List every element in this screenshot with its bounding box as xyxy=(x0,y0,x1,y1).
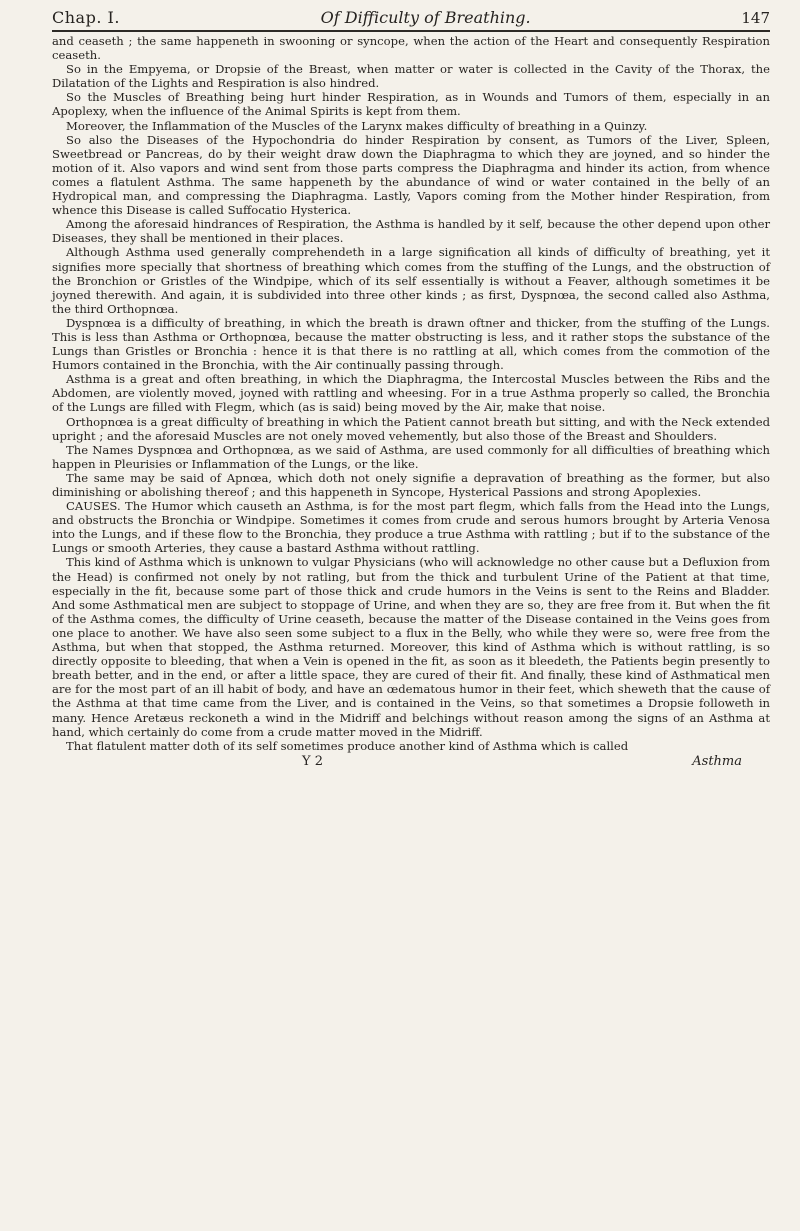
paragraph: and ceaseth ; the same happeneth in swooning or syncope, when the action of the Heart and consequently Respiration ceaseth. xyxy=(52,34,770,63)
paragraph: Among the aforesaid hindrances of Respiration, the Asthma is handled by it self, because the other depend upon other Diseases, they shall be mentioned in their places. xyxy=(52,217,770,246)
paragraph: So also the Diseases of the Hypochondria do hinder Respiration by consent, as Tumors of the Liver, Spleen, Sweetbread or Pancreas, do by their weight draw down the Diaphragma to which they are joyned, and so hinder the motion of it. Also vapors and wind sent from those parts compress the Diaphragma and hinder its action, from whence comes a flatulent Asthma. The same happeneth by the abundance of wind or water contained in the belly of an Hydropical man, and compressing the Diaphragma. Lastly, Vapors coming from the Mother hinder Respiration, from whence this Disease is called Suffocatio Hysterica. xyxy=(52,132,770,218)
page-header xyxy=(52,8,770,32)
paragraph: Moreover, the Inflammation of the Muscles of the Larynx makes difficulty of breathing in a Quinzy. xyxy=(66,118,648,133)
page-footer xyxy=(52,754,770,769)
paragraph: This kind of Asthma which is unknown to vulgar Physicians (who will acknowledge no other cause but a Defluxion from the Head) is confirmed not onely by not ratling, but from the thick and turbulent Urine of the Patient at that time, especially in the fit, because some part of those thick and crude humors in the Veins is sent to the Reins and Bladder. And some Asthmatical men are subject to stoppage of Urine, and when they are so, they are free from it. But when the fit of the Asthma comes, the difficulty of Urine ceaseth, because the matter of the Disease contained in the Veins goes from one place to another. We have also seen some subject to a flux in the Belly, who while they were so, were free from the Asthma, but when that stopped, the Asthma returned. Moreover, this kind of Asthma which is without rattling, is so directly opposite to bleeding, that when a Vein is opened in the fit, as soon as it bleedeth, the Patients begin presently to breath better, and in the end, or after a little space, they are cured of their fit. And finally, these kind of Asthmatical men are for the most part of an ill habit of body, and have an œdematous humor in their feet, which sheweth that the cause of the Asthma at that time came from the Liver, and is contained in the Veins, so that sometimes a Dropsie followeth in many. Hence Aretæus reckoneth a wind in the Midriff and belchings without reason among the signs of an Asthma at hand, which certainly do come from a crude matter moved in the Midriff. xyxy=(52,555,770,739)
chapter-label: Chap. I. xyxy=(52,8,120,27)
paragraph: So the Muscles of Breathing being hurt hinder Respiration, as in Wounds and Tumors of them, especially in an Apoplexy, when the influence of the Animal Spirits is kept from them. xyxy=(52,90,770,119)
catchword: Asthma xyxy=(692,753,742,769)
paragraph: That flatulent matter doth of its self sometimes produce another kind of Asthma which is called xyxy=(66,738,629,753)
running-title: Of Difficulty of Breathing. xyxy=(320,8,531,27)
page-number: 147 xyxy=(741,9,770,27)
paragraph: Dyspnœa is a difficulty of breathing, in which the breath is drawn oftner and thicker, from the stuffing of the Lungs. This is less than Asthma or Orthopnœa, because the matter obstructing is less, and it rather stops the substance of the Lungs than Gristles or Bronchia : hence it is that there is no rattling at all, which comes from the commotion of the Humors contained in the Bronchia, with the Air continually passing through. xyxy=(52,315,770,373)
paragraph: Asthma is a great and often breathing, in which the Diaphragma, the Intercostal Muscles between the Ribs and the Abdomen, are violently moved, joyned with rattling and wheesing. For in a true Asthma properly so called, the Bronchia of the Lungs are filled with Flegm, which (as is said) being moved by the Air, make that noise. xyxy=(52,372,770,415)
paragraph: The Names Dyspnœa and Orthopnœa, as we said of Asthma, are used commonly for all difficulties of breathing which happen in Pleurisies or Inflammation of the Lungs, or the like. xyxy=(52,442,770,471)
paragraph: CAUSES. The Humor which causeth an Asthma, is for the most part flegm, which falls from the Head into the Lungs, and obstructs the Bronchia or Windpipe. Sometimes it comes from crude and serous humors brought by Arteria Venosa into the Lungs, and if these flow to the Bronchia, they produce a true Asthma with rattling ; but if to the substance of the Lungs or smooth Arteries, they cause a bastard Asthma without rattling. xyxy=(52,499,770,556)
paragraph: So in the Empyema, or Dropsie of the Breast, when matter or water is collected in the Cavity of the Thorax, the Dilatation of the Lights and Respiration is also hindred. xyxy=(52,62,770,91)
body-text xyxy=(52,34,770,753)
paragraph: Although Asthma used generally comprehendeth in a large signification all kinds of difficulty of breathing, yet it signifies more specially that shortness of breathing which comes from the stuffing of the Lungs, and the obstruction of the Bronchion or Gristles of the Windpipe, which of its self essentially is without a Feaver, although sometimes it be joyned therewith. And again, it is subdivided into three other kinds ; as first, Dyspnœa, the second called also Asthma, the third Orthopnœa. xyxy=(52,245,770,316)
paragraph: The same may be said of Apnœa, which doth not onely signifie a depravation of breathing as the former, but also diminishing or abolishing thereof ; and this happeneth in Syncope, Hysterical Passions and strong Apoplexies. xyxy=(52,470,770,499)
signature-mark: Y 2 xyxy=(302,753,323,769)
paragraph: Orthopnœa is a great difficulty of breathing in which the Patient cannot breath but sitting, and with the Neck extended upright ; and the aforesaid Muscles are not onely moved vehemently, but also those of the Breast and Shoulders. xyxy=(52,414,770,443)
